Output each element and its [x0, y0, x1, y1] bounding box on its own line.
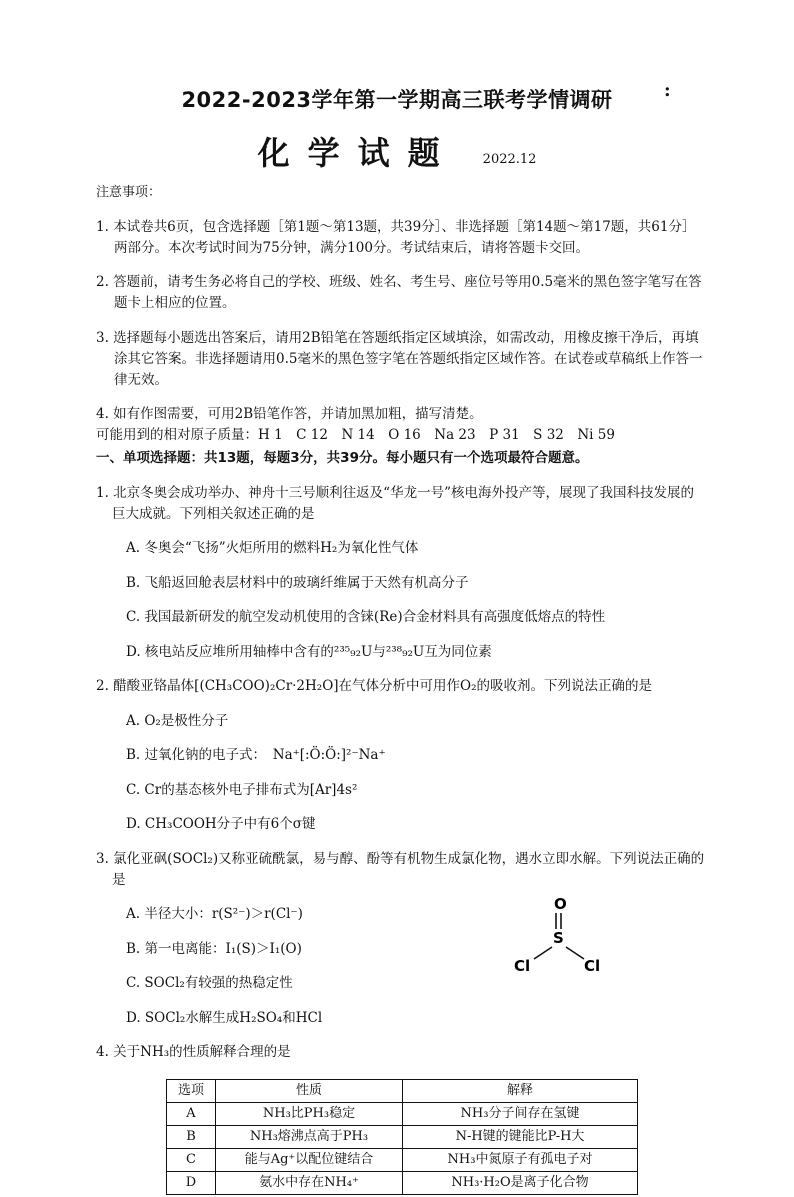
table-wrapper: [96, 1077, 706, 1197]
atom-cl-left-label: Cl: [514, 956, 531, 973]
question-stem: 3. 氯化亚砜(SOCl₂)又称亚硫酰氯，易与醇、酚等有机物生成氯化物，遇水立即水解。下列说法正确的是: [96, 850, 705, 888]
question-3: [96, 849, 706, 1029]
note-item: 3. 选择题每小题选出答案后，请用2B铅笔在答题纸指定区域填涂，如需改动，用橡皮擦干净后，再填涂其它答案。非选择题请用0.5毫米的黑色签字笔在答题纸指定区域作答。在试卷或草稿纸上作答一律无效。: [96, 329, 703, 388]
table-header-row: [167, 1079, 638, 1102]
option-c: C. Cr的基态核外电子排布式为[Ar]4s²: [126, 781, 358, 798]
corner-mark: :: [664, 80, 671, 101]
question-1: [96, 483, 706, 663]
table-cell: NH₃·H₂O是离子化合物: [403, 1171, 638, 1194]
atom-o-label: O: [554, 894, 567, 913]
question-4: [96, 1042, 706, 1197]
option-b: B. 第一电离能：I₁(S)＞I₁(O): [126, 940, 302, 957]
subject-title: 化学试题: [257, 134, 458, 172]
option-c: C. 我国最新研发的航空发动机使用的含铼(Re)合金材料具有高强度低熔点的特性: [126, 609, 606, 625]
table-cell: B: [167, 1125, 216, 1148]
option-a: A. 半径大小：r(S²⁻)＞r(Cl⁻): [126, 906, 303, 922]
option-a: A. O₂是极性分子: [126, 712, 229, 729]
table-row: [167, 1125, 638, 1148]
option-d: D. 核电站反应堆所用轴棒中含有的²³⁵₉₂U与²³⁸₉₂U互为同位素: [126, 643, 492, 660]
table-cell: NH₃分子间存在氢键: [403, 1102, 638, 1125]
table-header-cell: 选项: [167, 1079, 216, 1102]
note-item: 4. 如有作图需要，可用2B铅笔作答，并请加黑加粗，描写清楚。: [96, 406, 483, 422]
exam-date: 2022.12: [482, 152, 537, 167]
single-bond-line: [534, 947, 552, 959]
question-stem: 4. 关于NH₃的性质解释合理的是: [96, 1044, 291, 1060]
table-row: [167, 1148, 638, 1171]
subject-title-line: [0, 128, 794, 174]
table-header-cell: 解释: [403, 1079, 638, 1102]
single-bond-line: [566, 947, 584, 959]
section-heading: 一、单项选择题：共13题，每题3分，共39分。每小题只有一个选项最符合题意。: [96, 450, 589, 466]
table-cell: N-H键的键能比P-H大: [403, 1125, 638, 1148]
exam-content: [96, 182, 706, 1197]
atom-s-label: S: [553, 928, 564, 947]
table-cell: C: [167, 1148, 216, 1171]
table-cell: A: [167, 1102, 216, 1125]
table-row: [167, 1102, 638, 1125]
note-item: 1. 本试卷共6页，包含选择题［第1题～第13题，共39分］、非选择题［第14题～第17题，共61分］两部分。本次考试时间为75分钟，满分100分。考试结束后，请将答题卡交回。: [96, 218, 696, 256]
socl2-structure-diagram: [510, 893, 610, 973]
table-cell: 能与Ag⁺以配位键结合: [216, 1148, 403, 1171]
option-a: A. 冬奥会“飞扬”火炬所用的燃料H₂为氧化性气体: [126, 540, 419, 556]
note-item: 2. 答题前，请考生务必将自己的学校、班级、姓名、考生号、座位号等用0.5毫米的黑色签字笔写在答题卡上相应的位置。: [96, 274, 702, 311]
question-stem: 2. 醋酸亚铬晶体[(CH₃COO)₂Cr·2H₂O]在气体分析中可用作O₂的吸收剂。下列说法正确的是: [96, 678, 653, 694]
table-cell: NH₃比PH₃稳定: [216, 1102, 403, 1125]
option-d: D. CH₃COOH分子中有6个σ键: [126, 816, 316, 832]
option-c: C. SOCl₂有较强的热稳定性: [126, 975, 293, 991]
option-b: B. 飞船返回舱表层材料中的玻璃纤维属于天然有机高分子: [126, 574, 469, 591]
table-cell: NH₃熔沸点高于PH₃: [216, 1125, 403, 1148]
option-b: B. 过氧化钠的电子式： Na⁺[:Ö:Ö:]²⁻Na⁺: [126, 747, 386, 763]
table-row: [167, 1171, 638, 1194]
exam-title: 2022-2023学年第一学期高三联考学情调研: [181, 88, 613, 112]
q4-table: [166, 1079, 638, 1195]
table-cell: D: [167, 1171, 216, 1194]
atomic-masses: 可能用到的相对原子质量：H 1 C 12 N 14 O 16 Na 23 P 31 S 32 Ni 59: [96, 427, 615, 443]
table-cell: NH₃中氮原子有孤电子对: [403, 1148, 638, 1171]
option-d: D. SOCl₂水解生成H₂SO₄和HCl: [126, 1009, 323, 1026]
atom-cl-right-label: Cl: [584, 956, 601, 973]
table-header-cell: 性质: [216, 1079, 403, 1102]
notes-heading: 注意事项：: [96, 185, 162, 200]
question-2: [96, 676, 706, 835]
table-cell: 氨水中存在NH₄⁺: [216, 1171, 403, 1194]
question-stem: 1. 北京冬奥会成功举办、神舟十三号顺利往返及“华龙一号”核电海外投产等，展现了我国科技发展的巨大成就。下列相关叙述正确的是: [96, 484, 694, 522]
